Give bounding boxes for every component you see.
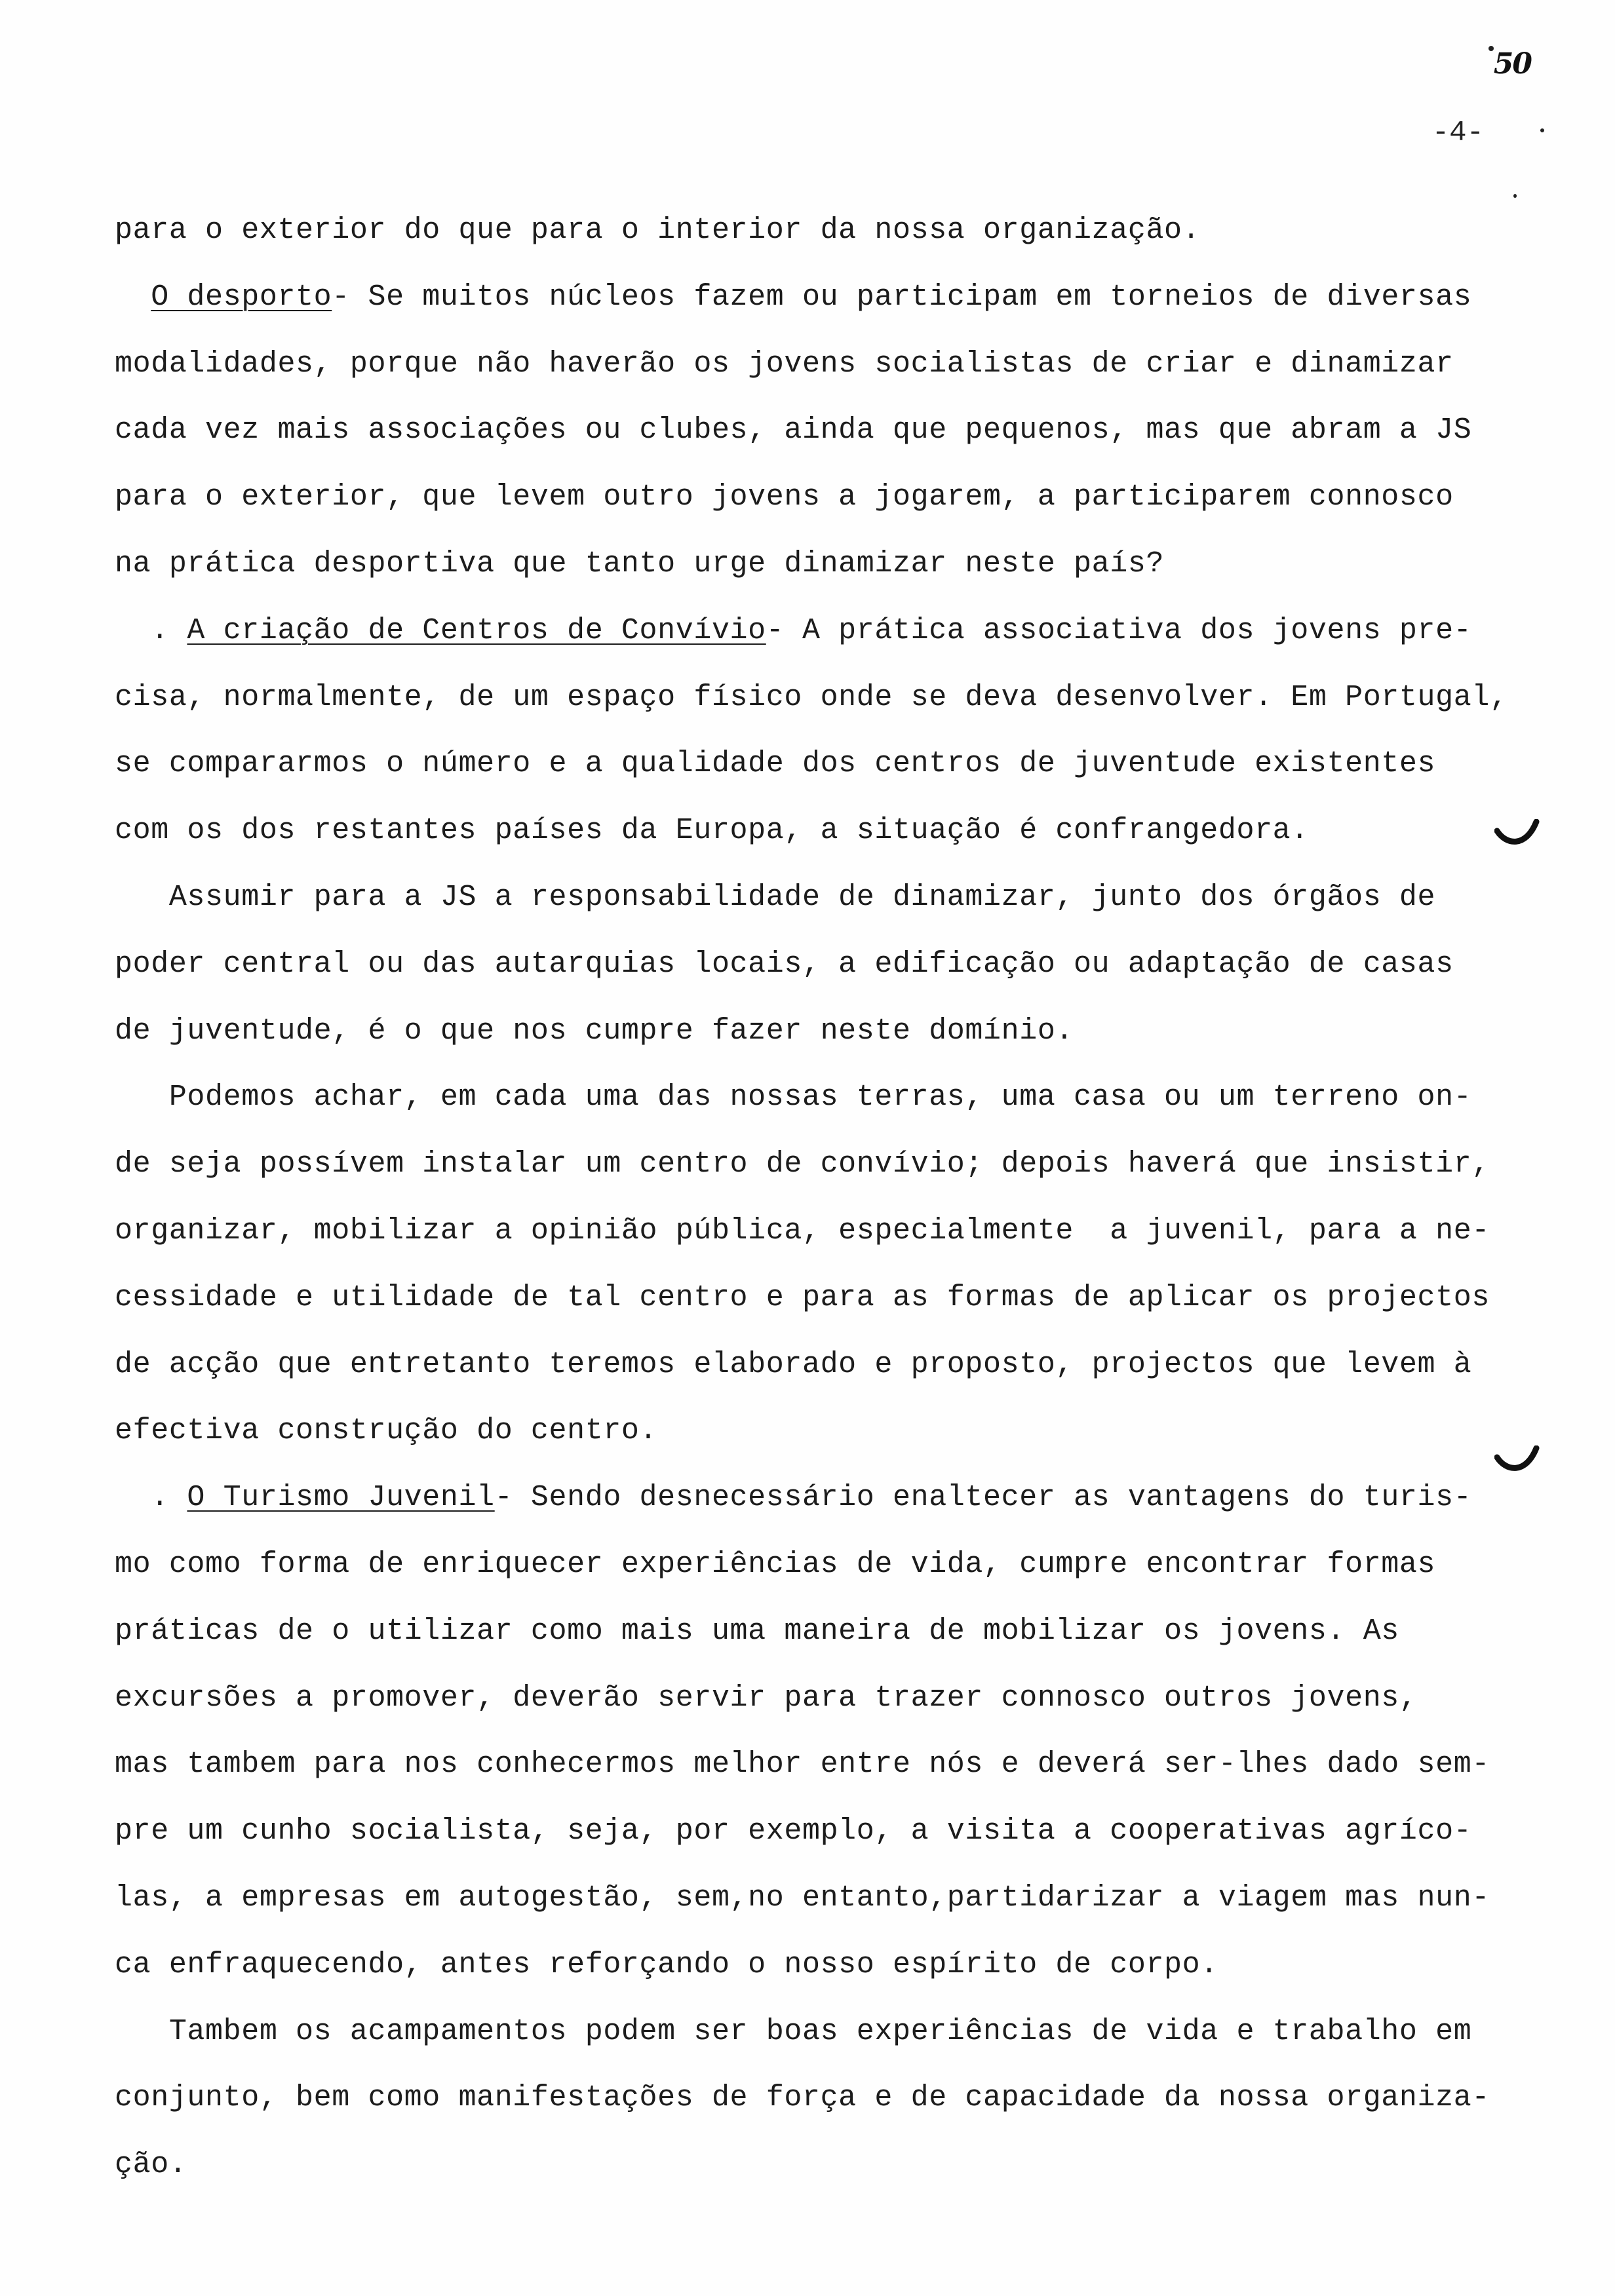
text-line	[115, 1879, 1524, 1945]
text-line	[115, 211, 1524, 278]
text-segment: - A prática associativa dos jovens pre-	[766, 613, 1472, 647]
text-segment: para o exterior do que para o interior da nossa organização.	[115, 214, 1201, 247]
text-line	[115, 1945, 1524, 2012]
text-line	[115, 1478, 1524, 1545]
check-mark-icon	[1494, 819, 1540, 848]
text-segment: mo como forma de enriquecer experiências de vida, cumpre encontrar formas	[115, 1547, 1436, 1581]
text-segment: - Se muitos núcleos fazem ou participam em torneios de diversas	[332, 280, 1472, 314]
text-line	[115, 611, 1524, 678]
text-line	[115, 1545, 1524, 1612]
text-segment: - Sendo desnecessário enaltecer as vantagens do turis-	[494, 1481, 1472, 1515]
text-segment: .	[115, 1481, 187, 1515]
text-segment: las, a empresas em autogestão, sem,no entanto,partidarizar a viagem mas nun-	[115, 1881, 1490, 1915]
text-segment: poder central ou das autarquias locais, a edificação ou adaptação de casas	[115, 947, 1454, 981]
text-line	[115, 2145, 1524, 2212]
text-segment: efectiva construção do centro.	[115, 1414, 658, 1448]
ink-mark	[1489, 46, 1494, 51]
text-line	[115, 1679, 1524, 1746]
text-segment	[115, 280, 151, 314]
section-heading: A criação de Centros de Convívio	[187, 613, 766, 647]
text-line	[115, 1612, 1524, 1679]
text-line	[115, 878, 1524, 945]
text-segment: pre um cunho socialista, seja, por exemplo, a visita a cooperativas agríco-	[115, 1814, 1472, 1848]
text-segment: cisa, normalmente, de um espaço físico onde se deva desenvolver. Em Portugal,	[115, 680, 1508, 714]
text-segment: excursões a promover, deverão servir para trazer connosco outros jovens,	[115, 1681, 1418, 1715]
text-segment: com os dos restantes países da Europa, a situação é confrangedora.	[115, 814, 1309, 848]
text-line	[115, 545, 1524, 611]
text-line	[115, 345, 1524, 411]
folio-number: 50	[1493, 47, 1531, 81]
text-line	[115, 945, 1524, 1012]
text-segment: cessidade e utilidade de tal centro e para as formas de aplicar os projectos	[115, 1280, 1490, 1314]
text-line	[115, 478, 1524, 545]
text-segment: modalidades, porque não haverão os jovens socialistas de criar e dinamizar	[115, 347, 1454, 381]
text-segment: de seja possívem instalar um centro de convívio; depois haverá que insistir,	[115, 1147, 1490, 1181]
text-line	[115, 1278, 1524, 1345]
text-line	[115, 1345, 1524, 1412]
check-mark-icon	[1494, 1445, 1540, 1474]
text-segment: conjunto, bem como manifestações de força e de capacidade da nossa organiza-	[115, 2081, 1490, 2115]
text-segment: cada vez mais associações ou clubes, ainda que pequenos, mas que abram a JS	[115, 413, 1472, 448]
section-heading: O desporto	[151, 280, 332, 314]
text-line	[115, 1012, 1524, 1079]
text-segment: na prática desportiva que tanto urge dinamizar neste país?	[115, 546, 1165, 581]
text-segment: mas tambem para nos conhecermos melhor entre nós e deverá ser-lhes dado sem-	[115, 1748, 1490, 1782]
text-line	[115, 1411, 1524, 1478]
text-line	[115, 2012, 1524, 2079]
text-segment: ca enfraquecendo, antes reforçando o nosso espírito de corpo.	[115, 1947, 1218, 1981]
body-text	[115, 211, 1524, 2212]
text-line	[115, 811, 1524, 878]
ink-mark	[1513, 194, 1517, 198]
text-line	[115, 744, 1524, 811]
text-segment: se compararmos o número e a qualidade dos centros de juventude existentes	[115, 747, 1436, 781]
text-line	[115, 678, 1524, 745]
text-segment: organizar, mobilizar a opinião pública, especialmente a juvenil, para a ne-	[115, 1214, 1490, 1248]
section-heading: O Turismo Juvenil	[187, 1481, 495, 1515]
ink-mark	[1540, 128, 1544, 132]
text-segment: para o exterior, que levem outro jovens a jogarem, a participarem connosco	[115, 480, 1454, 514]
text-line	[115, 1212, 1524, 1278]
text-line	[115, 2078, 1524, 2145]
text-segment: .	[115, 613, 187, 647]
text-segment: ção.	[115, 2148, 187, 2182]
text-segment: de juventude, é o que nos cumpre fazer neste domínio.	[115, 1014, 1074, 1048]
text-line	[115, 1812, 1524, 1879]
text-segment: de acção que entretanto teremos elaborado e proposto, projectos que levem à	[115, 1347, 1472, 1381]
text-line	[115, 278, 1524, 345]
text-segment: práticas de o utilizar como mais uma maneira de mobilizar os jovens. As	[115, 1614, 1399, 1648]
text-segment: Podemos achar, em cada uma das nossas terras, uma casa ou um terreno on-	[115, 1081, 1472, 1115]
text-line	[115, 1745, 1524, 1812]
page-number: -4-	[1431, 117, 1484, 149]
text-line	[115, 1078, 1524, 1145]
text-segment: Assumir para a JS a responsabilidade de dinamizar, junto dos órgãos de	[115, 880, 1436, 914]
text-segment: Tambem os acampamentos podem ser boas experiências de vida e trabalho em	[115, 2014, 1472, 2048]
text-line	[115, 1145, 1524, 1212]
text-line	[115, 411, 1524, 478]
